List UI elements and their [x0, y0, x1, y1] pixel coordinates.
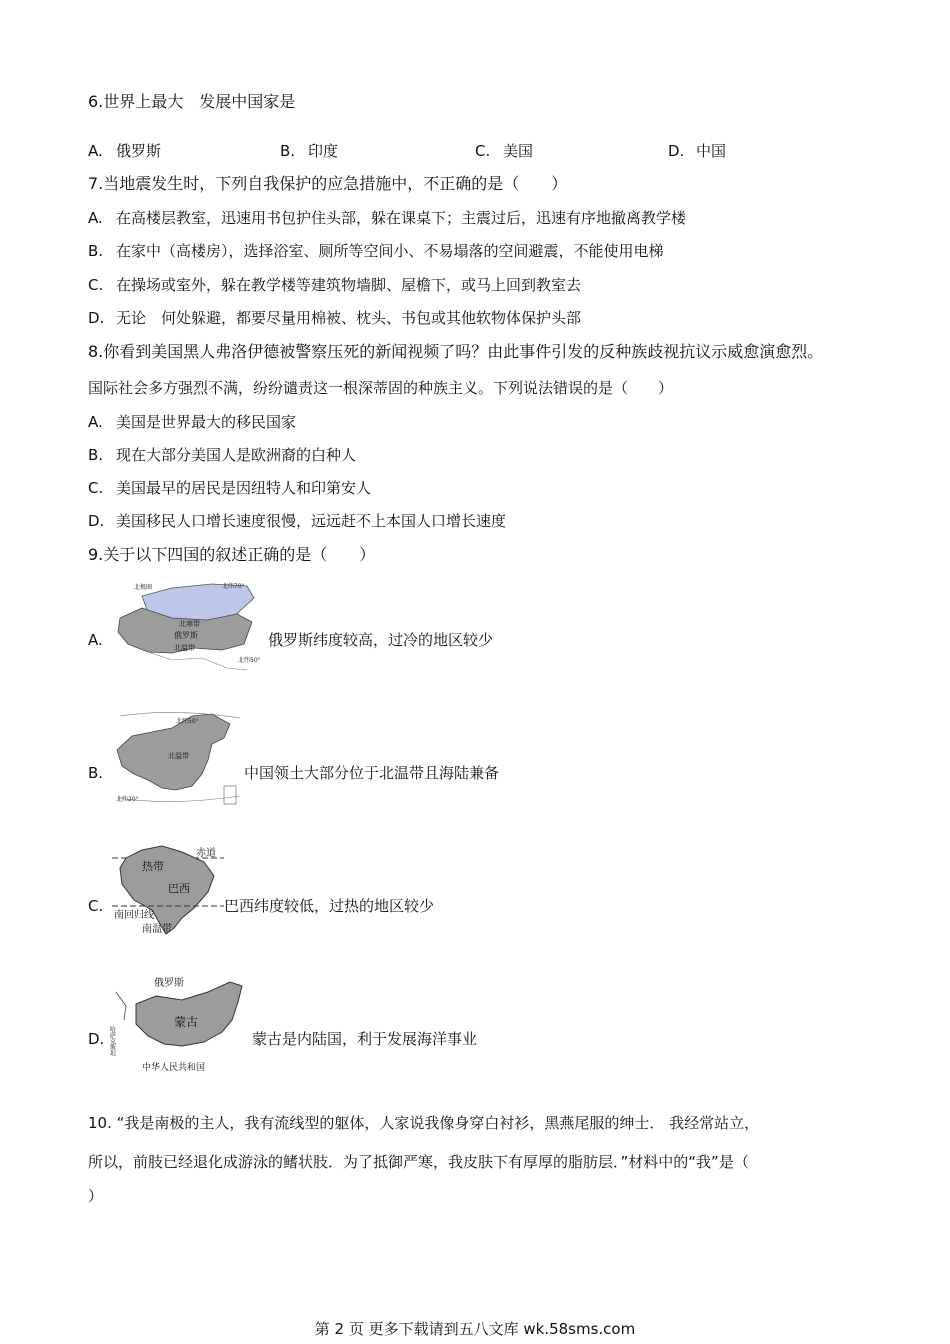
option-text: 美国是世界最大的移民国家 — [116, 413, 297, 431]
option-letter: D. — [88, 309, 105, 327]
mongolia-map-image — [108, 972, 250, 1076]
map-label: 赤道 — [196, 848, 216, 859]
q9-option-a-text: 俄罗斯纬度较高，过冷的地区较少 — [268, 631, 494, 649]
option-letter: B. — [280, 142, 296, 160]
option-text: 现在大部分美国人是欧洲裔的白种人 — [116, 446, 357, 464]
q9-stem: 9.关于以下四国的叙述正确的是（ ） — [88, 545, 376, 564]
q8-option-c — [88, 478, 371, 498]
q7-option-d — [88, 308, 581, 328]
q7-option-b — [88, 241, 664, 261]
map-label: 北纬50° — [238, 657, 261, 664]
q9-option-c-letter: C. — [88, 897, 104, 915]
option-text: 无论 何处躲避，都要尽量用棉被、枕头、书包或其他软物体保护头部 — [116, 309, 582, 327]
brazil-map-image — [112, 840, 224, 936]
q9-option-d-letter: D. — [88, 1030, 105, 1048]
map-label: 俄罗斯 — [154, 978, 184, 989]
option-letter: B. — [88, 446, 104, 464]
map-label: 哈萨克斯坦 — [108, 1026, 116, 1056]
q7-option-a — [88, 208, 686, 228]
map-label: 蒙古 — [174, 1015, 199, 1029]
map-label: 北温带 — [168, 752, 189, 760]
map-label: 北寒带 — [179, 620, 200, 628]
option-text: 在家中（高楼房），选择浴室、厕所等空间小、不易塌落的空间避震，不能使用电梯 — [116, 242, 664, 260]
q6-option-b — [280, 141, 338, 161]
page-footer: 第 2 页 更多下载请到五八文库 wk.58sms.com — [314, 1320, 636, 1338]
option-letter: A. — [88, 413, 103, 431]
q8-stem-line2: 国际社会多方强烈不满，纷纷谴责这一根深蒂固的种族主义。下列说法错误的是（ ） — [88, 379, 674, 397]
map-label: 南温带 — [142, 924, 172, 935]
q10-line2: 所以，前肢已经退化成游泳的鳍状肢．为了抵御严寒，我皮肤下有厚厚的脂肪层．”材料中的“我”是（ — [88, 1153, 749, 1171]
q9-option-b-text: 中国领土大部分位于北温带且海陆兼备 — [244, 764, 500, 782]
option-letter: D. — [668, 142, 685, 160]
map-label: 北温带 — [174, 644, 195, 652]
q9-option-b-letter: B. — [88, 764, 104, 782]
option-text: 在高楼层教室，迅速用书包护住头部，躲在课桌下；主震过后，迅速有序地撤离教学楼 — [116, 209, 687, 227]
option-text: 中国 — [696, 142, 727, 160]
option-letter: A. — [88, 209, 103, 227]
q8-option-b — [88, 445, 356, 465]
russia-map-image — [112, 578, 264, 678]
map-label: 北极圈 — [134, 584, 153, 591]
map-label: 北纬20° — [116, 796, 139, 803]
map-label: 热带 — [142, 860, 164, 873]
q6-stem: 6.世界上最大 发展中国家是 — [88, 92, 296, 111]
q8-option-a — [88, 412, 296, 432]
q8-option-d — [88, 511, 506, 531]
option-letter: C. — [88, 276, 104, 294]
map-label: 中华人民共和国 — [142, 1063, 206, 1073]
option-letter: D. — [88, 512, 105, 530]
map-label: 俄罗斯 — [174, 631, 198, 640]
option-letter: C. — [88, 479, 104, 497]
q6-option-a — [88, 141, 161, 161]
q9-option-a-letter: A. — [88, 631, 103, 649]
q6-option-c — [475, 141, 533, 161]
option-text: 美国 — [503, 142, 534, 160]
option-text: 在操场或室外，躲在教学楼等建筑物墙脚、屋檐下，或马上回到教室去 — [116, 276, 582, 294]
option-letter: C. — [475, 142, 491, 160]
option-text: 俄罗斯 — [116, 142, 162, 160]
q8-stem-line1: 8.你看到美国黑人弗洛伊德被警察压死的新闻视频了吗？由此事件引发的反种族歧视抗议示威愈演愈烈。 — [88, 342, 824, 361]
option-letter: B. — [88, 242, 104, 260]
option-text: 美国最早的居民是因纽特人和印第安人 — [116, 479, 372, 497]
map-label: 巴西 — [168, 882, 190, 895]
q6-option-d — [668, 141, 726, 161]
map-label: 南回归线 — [114, 910, 154, 921]
option-text: 印度 — [308, 142, 339, 160]
option-letter: A. — [88, 142, 103, 160]
map-label: 北纬50° — [176, 718, 199, 725]
q7-option-c — [88, 275, 581, 295]
q9-option-d-text: 蒙古是内陆国，利于发展海洋事业 — [252, 1030, 478, 1048]
q9-option-c-text: 巴西纬度较低，过热的地区较少 — [224, 897, 435, 915]
option-text: 美国移民人口增长速度很慢，远远赶不上本国人口增长速度 — [116, 512, 507, 530]
map-label: 北纬70° — [222, 583, 245, 590]
q10-line1: 10. “我是南极的主人，我有流线型的躯体，人家说我像身穿白衬衫，黑燕尾服的绅士． 我经常站立， — [88, 1114, 760, 1132]
china-map-image — [112, 710, 244, 810]
q7-stem: 7.当地震发生时，下列自我保护的应急措施中，不正确的是（ ） — [88, 174, 568, 193]
q10-line3: ） — [88, 1187, 104, 1205]
